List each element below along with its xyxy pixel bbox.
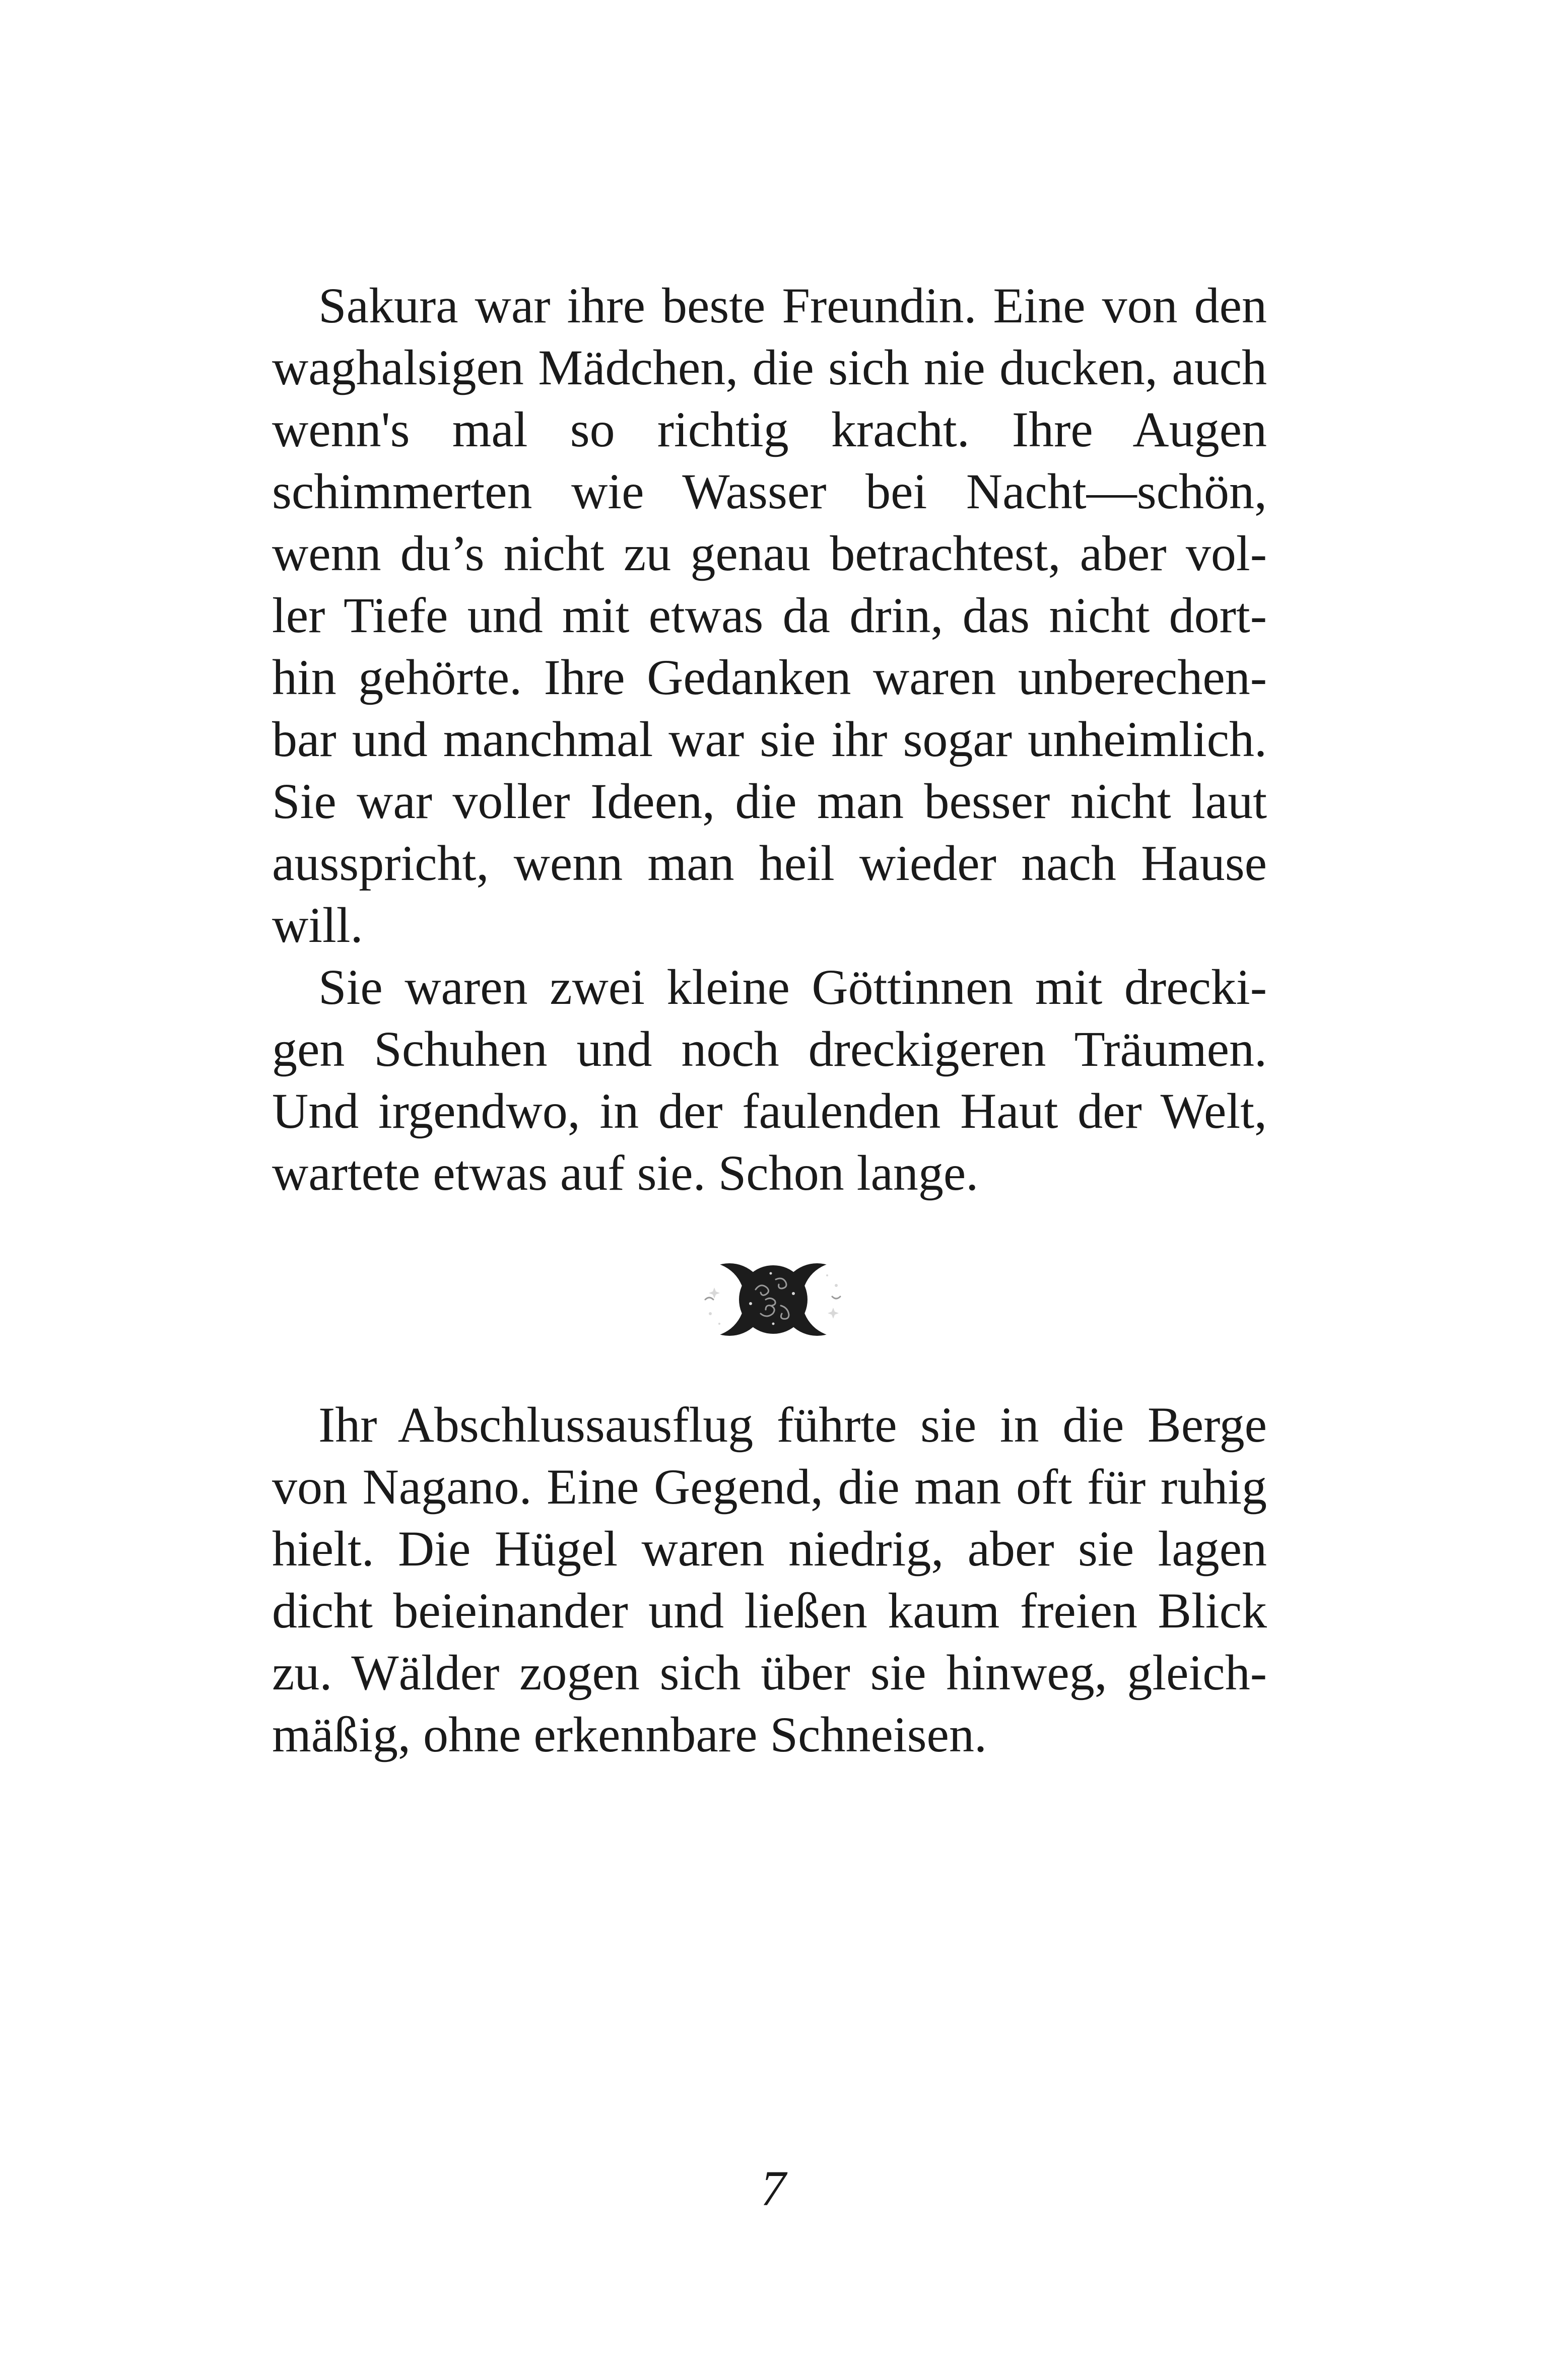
story-text-upper	[272, 275, 1267, 1204]
text-line: waghalsigen Mädchen, die sich nie ducken, auch	[272, 339, 1267, 395]
text-line: Sakura war ihre beste Freundin. Eine von den	[318, 278, 1267, 333]
text-line: wenn's mal so richtig kracht. Ihre Augen	[272, 401, 1267, 457]
page-number: 7	[761, 2160, 786, 2216]
story-text-lower	[272, 1394, 1267, 1765]
text-line: will.	[272, 897, 363, 953]
text-line: Und irgendwo, in der faulenden Haut der Welt,	[272, 1083, 1267, 1139]
paragraph-1	[272, 275, 1267, 956]
text-line: wenn du’s nicht zu genau betrachtest, aber vol-	[272, 525, 1267, 581]
text-line: ler Tiefe und mit etwas da drin, das nicht dort-	[272, 587, 1267, 643]
text-line: Sie waren zwei kleine Göttinnen mit drecki-	[318, 959, 1267, 1015]
text-line: mäßig, ohne erkennbare Schneisen.	[272, 1707, 987, 1762]
text-line: schimmerten wie Wasser bei Nacht—schön,	[272, 463, 1267, 519]
text-line: gen Schuhen und noch dreckigeren Träumen.	[272, 1021, 1267, 1077]
text-line: hin gehörte. Ihre Gedanken waren unberechen-	[272, 649, 1267, 705]
text-line: Sie war voller Ideen, die man besser nicht laut	[272, 773, 1267, 829]
text-line: Ihr Abschlussausflug führte sie in die Berge	[318, 1397, 1267, 1453]
paragraph-2	[272, 956, 1267, 1204]
text-line: von Nagano. Eine Gegend, die man oft für ruhig	[272, 1459, 1267, 1515]
triple-moon-icon	[690, 1259, 856, 1340]
text-line: zu. Wälder zogen sich über sie hinweg, gleich-	[272, 1645, 1267, 1701]
text-line: ausspricht, wenn man heil wieder nach Hause	[272, 835, 1267, 891]
paragraph-3	[272, 1394, 1267, 1765]
text-line: hielt. Die Hügel waren niedrig, aber sie lagen	[272, 1521, 1267, 1577]
text-line: bar und manchmal war sie ihr sogar unheimlich.	[272, 711, 1267, 767]
text-line: dicht beieinander und ließen kaum freien Blick	[272, 1583, 1267, 1639]
text-line: wartete etwas auf sie. Schon lange.	[272, 1145, 979, 1201]
